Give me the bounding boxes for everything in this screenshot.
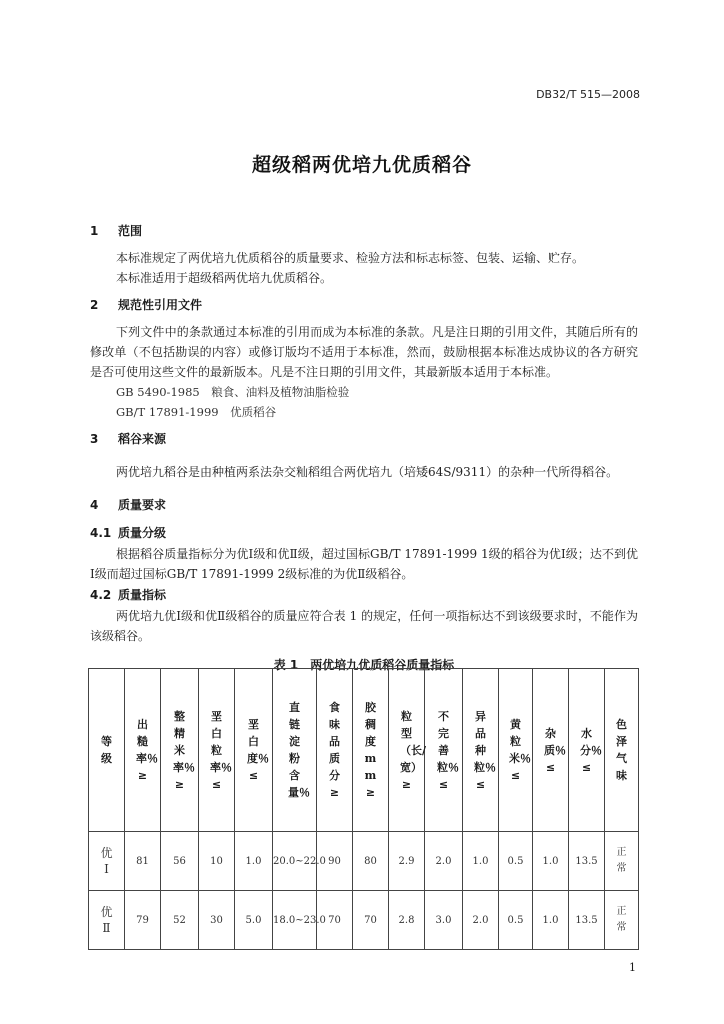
standard-code: DB32/T 515—2008 [536,88,640,101]
grade-cell: 优Ⅰ [89,832,125,891]
header-label: 黄粒米％≤ [509,718,531,782]
document-body [90,220,638,683]
section-number: 4.2 [90,588,112,602]
table-row [89,891,639,950]
table-caption: 表 1 两优培九优质稻谷质量指标 [273,658,455,672]
paragraph: 本标准适用于超级稻两优培九优质稻谷。 [116,271,333,285]
header-label: 色泽气味 [616,718,627,782]
section-2-heading [90,294,638,316]
quality-table [88,668,639,950]
header-label: 食味品质分≥ [329,701,340,799]
section-1-heading [90,220,638,242]
table-cell: 13.5 [569,891,605,950]
header-label: 异品种粒％≤ [474,709,496,791]
table-cell: 5.0 [235,891,273,950]
table-header-cell [273,669,317,832]
table-header-cell [317,669,353,832]
table-header-cell [569,669,605,832]
section-title: 质量要求 [118,498,167,512]
table-row [89,832,639,891]
table-header-cell [161,669,199,832]
paragraph: 下列文件中的条款通过本标准的引用而成为本标准的条款。凡是注日期的引用文件，其随后所有的修改单（不包括勘误的内容）或修订版均不适用于本标准，然而，鼓励根据本标准达成协议的各方研究是否可使用这些文件的最新版本。凡是不注日期的引用文件，其最新版本适用于本标准。 [90,325,638,379]
table-cell: 13.5 [569,832,605,891]
section-title: 规范性引用文件 [118,298,203,312]
header-label: 不完善粒％≤ [437,709,459,791]
section-number: 4.1 [90,526,112,540]
header-label: 直链淀粉含量％ [288,701,310,799]
table-header-cell [425,669,463,832]
document-title: 超级稻两优培九优质稻谷 [251,154,472,176]
grade-cell: 优Ⅱ [89,891,125,950]
table-cell: 80 [353,832,389,891]
section-title: 质量分级 [118,526,167,540]
paragraph: 两优培九稻谷是由种植两系法杂交籼稻组合两优培九（培矮64S/9311）的杂种一代所得稻谷。 [116,465,619,479]
table-cell: 30 [199,891,235,950]
table-cell: 90 [317,832,353,891]
header-label: 粒型（长/宽）≥ [400,709,427,791]
table-header-cell [389,669,425,832]
section-4-1-heading [90,522,638,544]
table-header-cell [353,669,389,832]
header-label: 垩白度％≤ [247,718,269,782]
table-cell: 81 [125,832,161,891]
header-label: 等级 [101,735,112,765]
table-cell: 70 [353,891,389,950]
page-number: 1 [629,961,636,974]
table-header-cell [89,669,125,832]
table-cell: 18.0~23.0 [273,891,317,950]
table-header-cell [125,669,161,832]
table-cell: 1.0 [235,832,273,891]
header-label: 垩白粒率％≤ [210,709,232,791]
table-cell: 1.0 [533,832,569,891]
table-cell: 1.0 [533,891,569,950]
table-header-cell [199,669,235,832]
table-cell: 0.5 [499,891,533,950]
reference-item: GB 5490-1985 粮食、油料及植物油脂检验 [116,385,350,399]
section-title: 范围 [118,224,143,238]
section-title: 稻谷来源 [118,432,167,446]
header-label: 出糙率％≥ [136,718,158,782]
table-header-cell [499,669,533,832]
section-number: 2 [90,298,99,312]
table-cell: 79 [125,891,161,950]
section-number: 4 [90,498,99,512]
table-cell: 2.0 [425,832,463,891]
reference-item: GB/T 17891-1999 优质稻谷 [116,405,277,419]
table-header-cell [605,669,639,832]
table-cell: 2.0 [463,891,499,950]
section-4-2-heading [90,584,638,606]
table-cell: 正常 [605,832,639,891]
section-number: 1 [90,224,99,238]
table-cell: 2.9 [389,832,425,891]
table-cell: 20.0~22.0 [273,832,317,891]
paragraph: 根据稻谷质量指标分为优Ⅰ级和优Ⅱ级，超过国标GB/T 17891-1999 1级的稻谷为优Ⅰ级；达不到优Ⅰ级而超过国标GB/T 17891-1999 2级标准的为优Ⅱ级稻谷。 [90,547,638,581]
section-title: 质量指标 [118,588,167,602]
table-header-cell [533,669,569,832]
header-label: 胶稠度mm≥ [364,701,377,799]
header-label: 杂质％≤ [544,726,566,774]
table-cell: 10 [199,832,235,891]
table-cell: 70 [317,891,353,950]
section-number: 3 [90,432,99,446]
table-cell: 正常 [605,891,639,950]
paragraph: 本标准规定了两优培九优质稻谷的质量要求、检验方法和标志标签、包装、运输、贮存。 [116,251,585,265]
table-header-cell [463,669,499,832]
table-header-cell [235,669,273,832]
section-4-heading [90,494,638,516]
table-cell: 52 [161,891,199,950]
table-header-row [89,669,639,832]
section-3-heading [90,428,638,450]
table-cell: 2.8 [389,891,425,950]
table-cell: 56 [161,832,199,891]
paragraph: 两优培九优Ⅰ级和优Ⅱ级稻谷的质量应符合表 1 的规定，任何一项指标达不到该级要求时，不能作为该级稻谷。 [90,609,638,643]
table-cell: 0.5 [499,832,533,891]
header-label: 整精米率％≥ [173,709,195,791]
header-label: 水分％≤ [580,726,602,774]
table-cell: 3.0 [425,891,463,950]
table-cell: 1.0 [463,832,499,891]
